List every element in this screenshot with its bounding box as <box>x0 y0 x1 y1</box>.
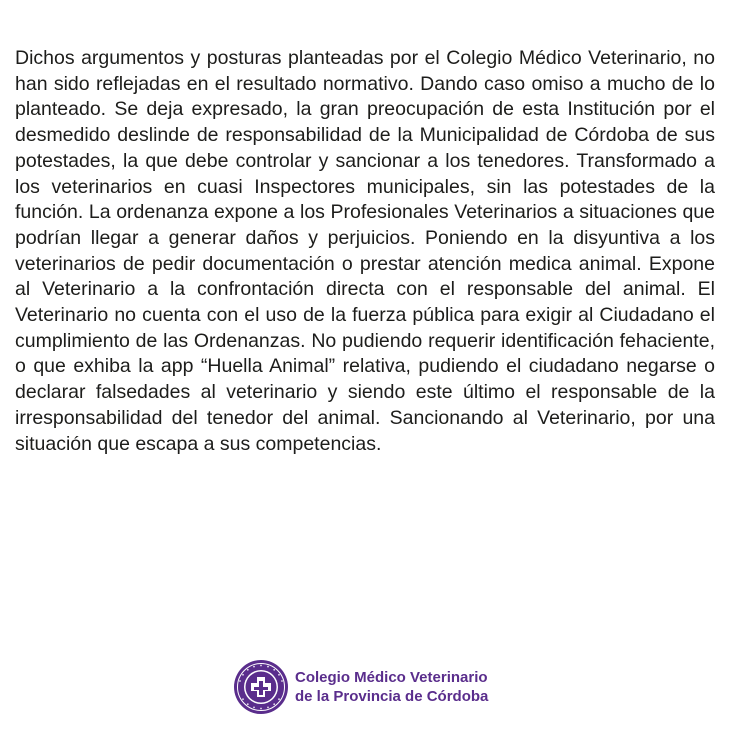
footer-branding <box>233 657 488 717</box>
organization-name-line-2: de la Provincia de Córdoba <box>295 688 489 705</box>
college-seal-icon <box>233 659 289 715</box>
body-paragraph: Dichos argumentos y posturas planteadas por el Colegio Médico Veterinario, no han sido reflejadas en el resultado normativo. Dando caso omiso a mucho de lo planteado. Se deja expresado, la gran preocupación de esta Institución por el desmedido deslinde de responsabilidad de la Municipalidad de Córdoba de sus potestades, la que debe controlar y sancionar a los tenedores. Transformado a los veterinarios en cuasi Inspectores municipales, sin las potestades de la función. La ordenanza expone a los Profesionales Veterinarios a situaciones que podrían llegar a generar daños y perjuicios. Poniendo en la disyuntiva a los veterinarios de pedir documentación o prestar atención medica animal. Expone al Veterinario a la confrontación directa con el responsable del animal. El Veterinario no cuenta con el uso de la fuerza pública para exigir al Ciudadano el cumplimiento de las Ordenanzas. No pudiendo requerir identificación fehaciente, o que exhiba la app “Huella Animal” relativa, pudiendo el ciudadano negarse o declarar falsedades al veterinario y siendo este último el responsable de la irresponsabilidad del tenedor del animal. Sancionando al Veterinario, por una situación que escapa a sus competencias. <box>15 47 715 455</box>
organization-name <box>295 668 488 706</box>
organization-name-line-1: Colegio Médico Veterinario <box>295 669 488 686</box>
